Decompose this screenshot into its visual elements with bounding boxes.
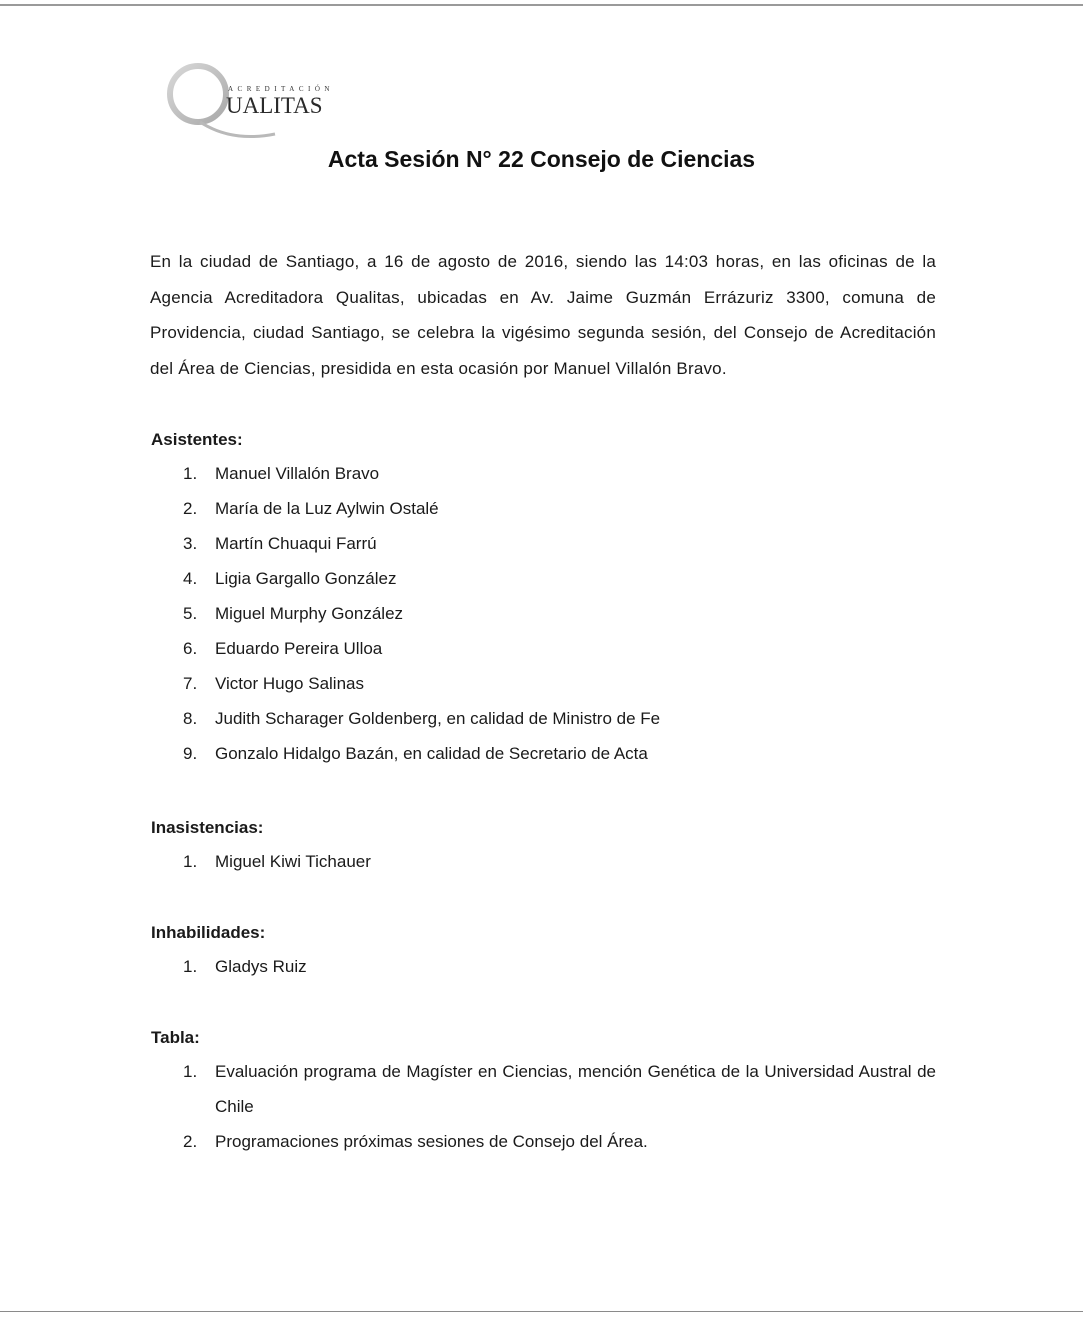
- list-item: 8. Judith Scharager Goldenberg, en calidad de Ministro de Fe: [183, 709, 661, 728]
- list-item: 2. Programaciones próximas sesiones de Consejo del Área.: [183, 1132, 648, 1151]
- qualitas-logo: [160, 60, 360, 150]
- intro-paragraph: En la ciudad de Santiago, a 16 de agosto de 2016, siendo las 14:03 horas, en las oficinas de la Agencia Acreditadora Qualitas, ubicadas en Av. Jaime Guzmán Errázuriz 3300, comuna de Providencia, ciudad Santiago, se celebra la vigésimo segunda sesión, del Consejo de Acreditación del Área de Ciencias, presidida en esta ocasión por Manuel Villalón Bravo.: [150, 252, 936, 378]
- q-letter-icon: [160, 60, 360, 150]
- scan-bottom-edge: [0, 1311, 1083, 1312]
- inasistencias-heading: Inasistencias:: [151, 818, 264, 837]
- tabla-list: [150, 1054, 936, 1159]
- page-title: Acta Sesión N° 22 Consejo de Ciencias: [327, 146, 756, 172]
- list-item: 1. Gladys Ruiz: [183, 957, 307, 976]
- inasistencias-list: [150, 844, 936, 879]
- logo-big-text: UALITAS: [226, 93, 323, 118]
- list-item: 1. Evaluación programa de Magíster en Ciencias, mención Genética de la Universidad Austral de Chile: [183, 1062, 936, 1116]
- list-item: 6. Eduardo Pereira Ulloa: [183, 639, 383, 658]
- list-item: 1. Miguel Kiwi Tichauer: [183, 852, 371, 871]
- asistentes-list: [150, 456, 936, 771]
- scan-top-edge: [0, 4, 1083, 6]
- tabla-heading: Tabla:: [151, 1028, 200, 1047]
- list-item: 9. Gonzalo Hidalgo Bazán, en calidad de Secretario de Acta: [183, 744, 648, 763]
- asistentes-heading: Asistentes:: [151, 430, 243, 449]
- list-item: 5. Miguel Murphy González: [183, 604, 404, 623]
- list-item: 3. Martín Chuaqui Farrú: [183, 534, 377, 553]
- list-item: 4. Ligia Gargallo González: [183, 569, 397, 588]
- inhabilidades-list: [150, 949, 936, 984]
- list-item: 2. María de la Luz Aylwin Ostalé: [183, 499, 439, 518]
- list-item: 7. Victor Hugo Salinas: [183, 674, 364, 693]
- inhabilidades-heading: Inhabilidades:: [151, 923, 266, 942]
- logo-small-text: ACREDITACIÓN: [228, 85, 334, 93]
- list-item: 1. Manuel Villalón Bravo: [183, 464, 380, 483]
